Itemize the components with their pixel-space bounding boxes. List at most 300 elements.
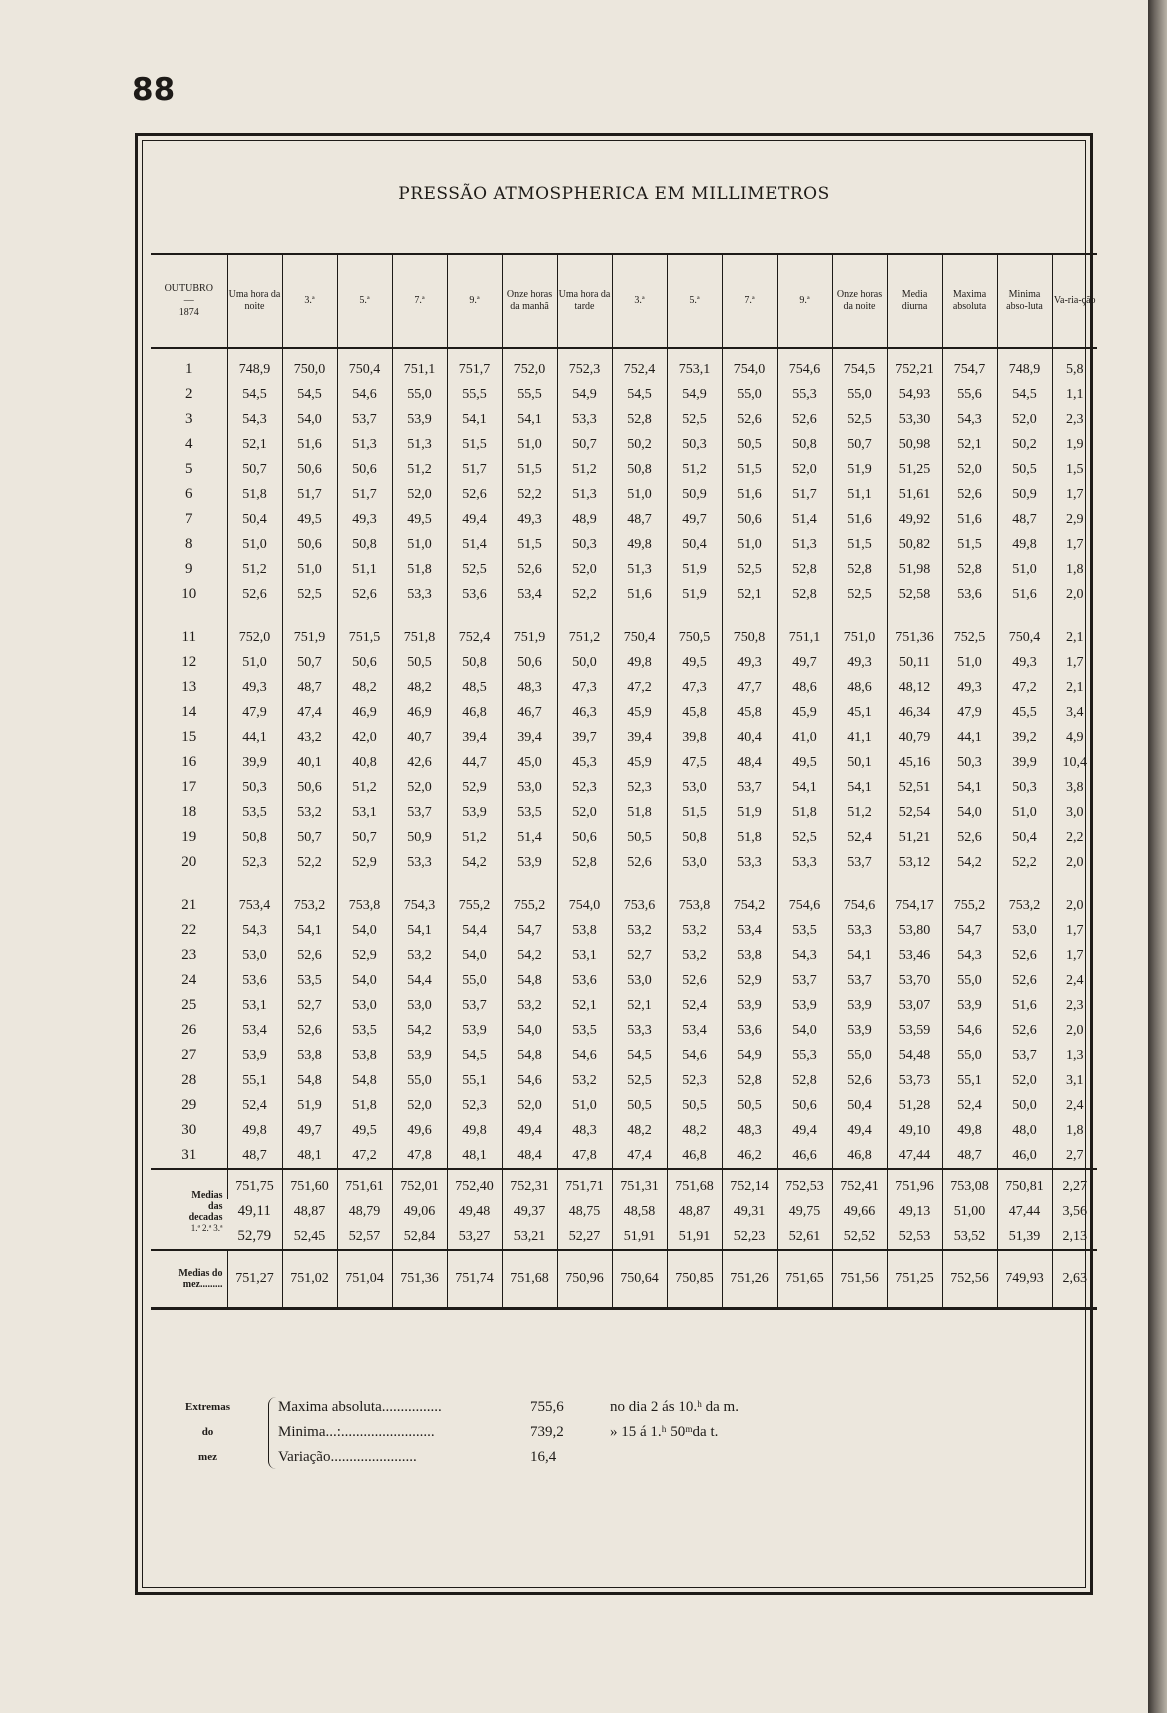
value-cell: 50,5 — [392, 650, 447, 675]
header-col-11: 9.ª — [777, 254, 832, 348]
media-cell: 751,60 — [282, 1169, 337, 1199]
value-cell: 51,8 — [392, 557, 447, 582]
value-cell: 51,8 — [227, 482, 282, 507]
value-cell: 53,5 — [227, 800, 282, 825]
value-cell: 52,5 — [722, 557, 777, 582]
value-cell: 52,6 — [282, 1018, 337, 1043]
value-cell: 46,3 — [557, 700, 612, 725]
media-cell: 49,13 — [887, 1199, 942, 1224]
value-cell: 54,5 — [282, 382, 337, 407]
value-cell: 51,3 — [612, 557, 667, 582]
day-cell: 3 — [185, 411, 193, 427]
value-cell: 53,6 — [722, 1018, 777, 1043]
value-cell: 50,8 — [777, 432, 832, 457]
value-cell: 54,1 — [777, 775, 832, 800]
value-cell: 39,7 — [557, 725, 612, 750]
media-cell: 751,96 — [887, 1169, 942, 1199]
value-cell: 51,0 — [557, 1093, 612, 1118]
media-cell: 52,57 — [337, 1224, 392, 1250]
value-cell: 49,3 — [832, 650, 887, 675]
value-cell: 50,1 — [832, 750, 887, 775]
value-cell: 752,0 — [502, 348, 557, 382]
table-row — [151, 1143, 1097, 1169]
value-cell: 53,6 — [942, 582, 997, 607]
value-cell: 48,7 — [997, 507, 1052, 532]
media-cell: 752,53 — [777, 1169, 832, 1199]
value-cell: 1,3 — [1052, 1043, 1097, 1068]
value-cell: 51,25 — [887, 457, 942, 482]
value-cell: 53,0 — [612, 968, 667, 993]
value-cell: 47,3 — [667, 675, 722, 700]
value-cell: 54,3 — [227, 407, 282, 432]
media-cell: 49,66 — [832, 1199, 887, 1224]
media-mez-cell: 751,27 — [227, 1250, 282, 1309]
value-cell: 52,5 — [832, 582, 887, 607]
value-cell: 49,3 — [997, 650, 1052, 675]
value-cell: 2,9 — [1052, 507, 1097, 532]
value-cell: 753,2 — [282, 893, 337, 918]
value-cell: 53,5 — [282, 968, 337, 993]
value-cell: 52,4 — [227, 1093, 282, 1118]
header-col-2: 3.ª — [282, 254, 337, 348]
value-cell: 52,2 — [997, 850, 1052, 875]
value-cell: 51,0 — [392, 532, 447, 557]
value-cell: 47,2 — [612, 675, 667, 700]
day-cell: 30 — [181, 1122, 197, 1138]
value-cell: 48,7 — [227, 1143, 282, 1169]
value-cell: 51,0 — [942, 650, 997, 675]
value-cell: 49,8 — [612, 532, 667, 557]
value-cell: 52,5 — [832, 407, 887, 432]
value-cell: 50,2 — [612, 432, 667, 457]
gap-cell — [557, 607, 612, 625]
value-cell: 51,9 — [667, 557, 722, 582]
media-cell: 53,52 — [942, 1224, 997, 1250]
day-cell: 23 — [181, 947, 197, 963]
media-cell: 49,37 — [502, 1199, 557, 1224]
value-cell: 51,3 — [337, 432, 392, 457]
gap-cell — [942, 607, 997, 625]
value-cell: 50,7 — [337, 825, 392, 850]
value-cell: 752,3 — [557, 348, 612, 382]
gap-cell — [667, 875, 722, 893]
value-cell: 50,82 — [887, 532, 942, 557]
value-cell: 54,1 — [447, 407, 502, 432]
table-row — [151, 482, 1097, 507]
value-cell: 48,7 — [612, 507, 667, 532]
table-row — [151, 407, 1097, 432]
value-cell: 3,0 — [1052, 800, 1097, 825]
header-col-3: 5.ª — [337, 254, 392, 348]
value-cell: 50,6 — [337, 457, 392, 482]
table-row — [151, 800, 1097, 825]
value-cell: 51,2 — [392, 457, 447, 482]
value-cell: 48,3 — [557, 1118, 612, 1143]
media-cell: 48,58 — [612, 1199, 667, 1224]
gap-cell — [392, 607, 447, 625]
value-cell: 52,0 — [392, 775, 447, 800]
gap-cell — [832, 607, 887, 625]
decada-ordinals — [153, 1223, 223, 1233]
day-cell: 2 — [185, 386, 193, 402]
value-cell: 48,5 — [447, 675, 502, 700]
day-cell: 14 — [181, 704, 197, 720]
gap-cell — [777, 875, 832, 893]
value-cell: 53,0 — [337, 993, 392, 1018]
value-cell: 748,9 — [997, 348, 1052, 382]
value-cell: 45,0 — [502, 750, 557, 775]
value-cell: 40,79 — [887, 725, 942, 750]
medias-mez-label: Medias do mez......... — [151, 1250, 227, 1309]
value-cell: 55,6 — [942, 382, 997, 407]
value-cell: 51,8 — [777, 800, 832, 825]
value-cell: 49,10 — [887, 1118, 942, 1143]
value-cell: 52,6 — [227, 582, 282, 607]
value-cell: 1,7 — [1052, 650, 1097, 675]
table-row — [151, 557, 1097, 582]
value-cell: 53,2 — [392, 943, 447, 968]
day-cell: 1 — [185, 361, 193, 377]
gap-cell — [557, 875, 612, 893]
table-row — [151, 918, 1097, 943]
gap-cell — [392, 875, 447, 893]
decade-gap — [151, 875, 1097, 893]
media-cell: 753,08 — [942, 1169, 997, 1199]
value-cell: 55,0 — [832, 1043, 887, 1068]
value-cell: 2,4 — [1052, 968, 1097, 993]
gap-cell — [282, 607, 337, 625]
value-cell: 52,7 — [612, 943, 667, 968]
value-cell: 52,2 — [502, 482, 557, 507]
value-cell: 49,7 — [777, 650, 832, 675]
value-cell: 53,2 — [667, 918, 722, 943]
value-cell: 52,6 — [777, 407, 832, 432]
value-cell: 48,2 — [612, 1118, 667, 1143]
value-cell: 1,8 — [1052, 557, 1097, 582]
header-col-9: 5.ª — [667, 254, 722, 348]
media-cell: 2,13 — [1052, 1224, 1097, 1250]
value-cell: 751,1 — [392, 348, 447, 382]
value-cell: 52,2 — [282, 850, 337, 875]
day-cell: 27 — [181, 1047, 197, 1063]
header-col-4: 7.ª — [392, 254, 447, 348]
day-cell: 4 — [185, 436, 193, 452]
value-cell: 53,9 — [722, 993, 777, 1018]
value-cell: 48,6 — [777, 675, 832, 700]
table-row — [151, 650, 1097, 675]
value-cell: 54,2 — [447, 850, 502, 875]
media-cell: 751,71 — [557, 1169, 612, 1199]
value-cell: 53,1 — [337, 800, 392, 825]
value-cell: 52,0 — [997, 1068, 1052, 1093]
value-cell: 51,3 — [557, 482, 612, 507]
value-cell: 54,3 — [942, 943, 997, 968]
media-cell: 2,27 — [1052, 1169, 1097, 1199]
value-cell: 54,0 — [337, 918, 392, 943]
value-cell: 49,8 — [447, 1118, 502, 1143]
value-cell: 55,1 — [447, 1068, 502, 1093]
media-mez-cell: 751,04 — [337, 1250, 392, 1309]
value-cell: 752,4 — [447, 625, 502, 650]
media-cell: 752,14 — [722, 1169, 777, 1199]
value-cell: 39,4 — [502, 725, 557, 750]
value-cell: 754,0 — [557, 893, 612, 918]
media-cell: 51,00 — [942, 1199, 997, 1224]
value-cell: 753,1 — [667, 348, 722, 382]
media-cell: 751,75 — [227, 1169, 282, 1199]
value-cell: 53,7 — [392, 800, 447, 825]
value-cell: 54,2 — [392, 1018, 447, 1043]
value-cell: 48,2 — [392, 675, 447, 700]
media-cell: 48,87 — [667, 1199, 722, 1224]
value-cell: 755,2 — [942, 893, 997, 918]
value-cell: 51,8 — [722, 825, 777, 850]
header-col-13: Media diurna — [887, 254, 942, 348]
media-mez-cell: 750,64 — [612, 1250, 667, 1309]
value-cell: 52,8 — [612, 407, 667, 432]
value-cell: 49,92 — [887, 507, 942, 532]
header-col-1: Uma hora da noite — [227, 254, 282, 348]
value-cell: 50,9 — [392, 825, 447, 850]
value-cell: 54,1 — [282, 918, 337, 943]
value-cell: 3,8 — [1052, 775, 1097, 800]
value-cell: 53,9 — [392, 1043, 447, 1068]
value-cell: 53,7 — [337, 407, 392, 432]
value-cell: 53,3 — [722, 850, 777, 875]
value-cell: 51,6 — [282, 432, 337, 457]
value-cell: 748,9 — [227, 348, 282, 382]
value-cell: 1,7 — [1052, 918, 1097, 943]
table-row — [151, 993, 1097, 1018]
value-cell: 751,36 — [887, 625, 942, 650]
value-cell: 39,4 — [447, 725, 502, 750]
value-cell: 753,4 — [227, 893, 282, 918]
value-cell: 53,2 — [612, 918, 667, 943]
value-cell: 754,6 — [777, 348, 832, 382]
value-cell: 53,9 — [447, 1018, 502, 1043]
day-cell: 6 — [185, 486, 193, 502]
value-cell: 52,0 — [777, 457, 832, 482]
value-cell: 54,0 — [942, 800, 997, 825]
value-cell: 49,5 — [777, 750, 832, 775]
day-cell: 19 — [181, 829, 197, 845]
value-cell: 49,4 — [447, 507, 502, 532]
value-cell: 754,6 — [777, 893, 832, 918]
value-cell: 53,1 — [557, 943, 612, 968]
table-row — [151, 750, 1097, 775]
value-cell: 54,4 — [447, 918, 502, 943]
page-title: PRESSÃO ATMOSPHERICA EM MILLIMETROS — [398, 184, 830, 204]
decada-ordinal: 1.ª — [190, 1223, 201, 1233]
value-cell: 53,12 — [887, 850, 942, 875]
gap-cell — [502, 607, 557, 625]
value-cell: 47,2 — [337, 1143, 392, 1169]
value-cell: 54,9 — [667, 382, 722, 407]
media-cell: 52,84 — [392, 1224, 447, 1250]
table-row — [151, 725, 1097, 750]
value-cell: 52,3 — [447, 1093, 502, 1118]
value-cell: 39,4 — [612, 725, 667, 750]
media-cell: 51,91 — [612, 1224, 667, 1250]
value-cell: 49,8 — [227, 1118, 282, 1143]
value-cell: 49,5 — [667, 650, 722, 675]
extremas-rows — [278, 1395, 838, 1470]
value-cell: 50,5 — [612, 825, 667, 850]
value-cell: 54,3 — [227, 918, 282, 943]
value-cell: 53,3 — [392, 582, 447, 607]
header-col-12: Onze horas da noite — [832, 254, 887, 348]
value-cell: 50,4 — [667, 532, 722, 557]
value-cell: 54,1 — [502, 407, 557, 432]
value-cell: 46,6 — [777, 1143, 832, 1169]
value-cell: 2,7 — [1052, 1143, 1097, 1169]
value-cell: 51,9 — [722, 800, 777, 825]
value-cell: 46,0 — [997, 1143, 1052, 1169]
value-cell: 54,0 — [282, 407, 337, 432]
value-cell: 46,7 — [502, 700, 557, 725]
medias-mez — [151, 1250, 1097, 1309]
value-cell: 55,0 — [392, 382, 447, 407]
day-cell: 16 — [181, 754, 197, 770]
decada-ordinal: 3.ª — [213, 1223, 223, 1233]
value-cell: 49,3 — [722, 650, 777, 675]
value-cell: 53,6 — [227, 968, 282, 993]
value-cell: 51,5 — [667, 800, 722, 825]
value-cell: 52,58 — [887, 582, 942, 607]
value-cell: 53,3 — [392, 850, 447, 875]
value-cell: 55,0 — [942, 968, 997, 993]
value-cell: 46,9 — [337, 700, 392, 725]
day-cell: 26 — [181, 1022, 197, 1038]
gap-cell — [1052, 875, 1097, 893]
value-cell: 55,3 — [777, 382, 832, 407]
value-cell: 53,9 — [392, 407, 447, 432]
header-col-5: 9.ª — [447, 254, 502, 348]
gap-cell — [337, 607, 392, 625]
value-cell: 49,6 — [392, 1118, 447, 1143]
value-cell: 51,8 — [337, 1093, 392, 1118]
value-cell: 47,3 — [557, 675, 612, 700]
media-cell: 48,75 — [557, 1199, 612, 1224]
value-cell: 53,8 — [337, 1043, 392, 1068]
value-cell: 53,6 — [447, 582, 502, 607]
value-cell: 755,2 — [502, 893, 557, 918]
medias-row-1 — [151, 1169, 1097, 1199]
value-cell: 755,2 — [447, 893, 502, 918]
value-cell: 51,0 — [227, 650, 282, 675]
value-cell: 53,4 — [722, 918, 777, 943]
value-cell: 54,4 — [392, 968, 447, 993]
table-row — [151, 1018, 1097, 1043]
media-cell: 750,81 — [997, 1169, 1052, 1199]
value-cell: 752,21 — [887, 348, 942, 382]
value-cell: 46,8 — [667, 1143, 722, 1169]
value-cell: 53,30 — [887, 407, 942, 432]
value-cell: 52,8 — [832, 557, 887, 582]
value-cell: 53,0 — [667, 775, 722, 800]
value-cell: 751,7 — [447, 348, 502, 382]
value-cell: 52,5 — [612, 1068, 667, 1093]
value-cell: 52,0 — [557, 557, 612, 582]
value-cell: 53,8 — [282, 1043, 337, 1068]
value-cell: 49,4 — [502, 1118, 557, 1143]
value-cell: 3,4 — [1052, 700, 1097, 725]
value-cell: 52,3 — [667, 1068, 722, 1093]
value-cell: 53,07 — [887, 993, 942, 1018]
value-cell: 2,1 — [1052, 675, 1097, 700]
header-col-6: Onze horas da manhã — [502, 254, 557, 348]
gap-cell — [997, 875, 1052, 893]
value-cell: 53,80 — [887, 918, 942, 943]
header-col-15: Minima abso-luta — [997, 254, 1052, 348]
value-cell: 53,3 — [612, 1018, 667, 1043]
value-cell: 50,6 — [282, 532, 337, 557]
value-cell: 752,5 — [942, 625, 997, 650]
value-cell: 52,2 — [557, 582, 612, 607]
value-cell: 49,8 — [612, 650, 667, 675]
gap-cell — [337, 875, 392, 893]
value-cell: 50,7 — [282, 825, 337, 850]
value-cell: 47,5 — [667, 750, 722, 775]
value-cell: 751,5 — [337, 625, 392, 650]
value-cell: 751,1 — [777, 625, 832, 650]
value-cell: 53,8 — [722, 943, 777, 968]
value-cell: 51,2 — [667, 457, 722, 482]
value-cell: 50,3 — [942, 750, 997, 775]
value-cell: 53,5 — [502, 800, 557, 825]
value-cell: 55,0 — [447, 968, 502, 993]
value-cell: 50,4 — [832, 1093, 887, 1118]
value-cell: 1,7 — [1052, 532, 1097, 557]
value-cell: 50,3 — [667, 432, 722, 457]
header-month-year — [151, 254, 227, 348]
media-mez-cell: 751,56 — [832, 1250, 887, 1309]
value-cell: 53,2 — [557, 1068, 612, 1093]
value-cell: 51,3 — [777, 532, 832, 557]
value-cell: 50,5 — [722, 1093, 777, 1118]
value-cell: 53,3 — [777, 850, 832, 875]
value-cell: 48,4 — [722, 750, 777, 775]
day-rows — [151, 348, 1097, 1169]
table-row — [151, 675, 1097, 700]
value-cell: 50,4 — [997, 825, 1052, 850]
value-cell: 53,9 — [832, 993, 887, 1018]
value-cell: 53,6 — [557, 968, 612, 993]
value-cell: 41,0 — [777, 725, 832, 750]
media-cell: 752,01 — [392, 1169, 447, 1199]
value-cell: 51,7 — [447, 457, 502, 482]
value-cell: 52,1 — [557, 993, 612, 1018]
value-cell: 52,6 — [832, 1068, 887, 1093]
value-cell: 50,6 — [282, 775, 337, 800]
value-cell: 48,7 — [942, 1143, 997, 1169]
decade-gap — [151, 607, 1097, 625]
value-cell: 40,4 — [722, 725, 777, 750]
value-cell: 51,7 — [282, 482, 337, 507]
value-cell: 52,6 — [942, 482, 997, 507]
value-cell: 53,0 — [502, 775, 557, 800]
value-cell: 52,8 — [777, 557, 832, 582]
value-cell: 2,0 — [1052, 582, 1097, 607]
value-cell: 42,6 — [392, 750, 447, 775]
value-cell: 51,6 — [612, 582, 667, 607]
media-cell: 47,44 — [997, 1199, 1052, 1224]
table-row — [151, 532, 1097, 557]
value-cell: 753,6 — [612, 893, 667, 918]
value-cell: 44,1 — [942, 725, 997, 750]
value-cell: 753,2 — [997, 893, 1052, 918]
value-cell: 52,5 — [282, 582, 337, 607]
